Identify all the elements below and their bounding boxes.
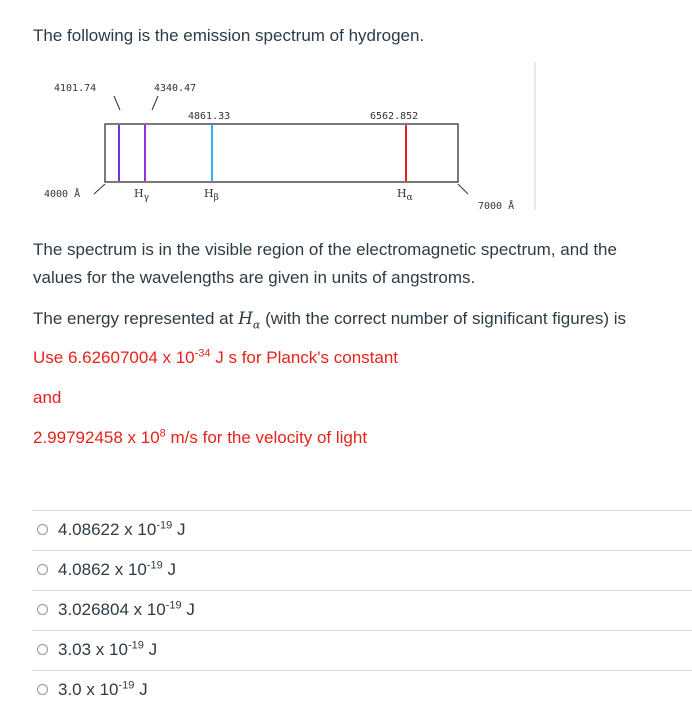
and-text: and (33, 388, 62, 407)
edge-pointer-left (94, 184, 105, 194)
question-text: The energy represented at $H_\alpha$ (with the correct number of significant figures) is (33, 309, 626, 332)
label-4861: 4861.33 (188, 111, 231, 122)
pointer-4101 (114, 96, 120, 110)
radio-button[interactable] (37, 604, 48, 615)
answer-choice-2[interactable] (32, 550, 692, 591)
label-6562: 6562.852 (370, 111, 419, 122)
choice-label[interactable]: 4.08622 x $10^{-19}$ J (58, 519, 186, 539)
choice-label[interactable]: 3.0 x $10^{-19}$ J (58, 679, 148, 699)
label-4340: 4340.47 (154, 83, 197, 94)
radio-button[interactable] (37, 524, 48, 535)
choice-label[interactable]: 3.026804 x $10^{-19}$ J (58, 599, 195, 619)
intro-text: The following is the emission spectrum of hydrogen. (33, 26, 425, 45)
radio-button[interactable] (37, 644, 48, 655)
answer-choice-3[interactable] (32, 590, 692, 631)
spectrum-svg (30, 60, 540, 220)
edge-label-left: 4000 Å (44, 189, 81, 200)
spectrum-figure (30, 60, 540, 220)
answer-choice-1[interactable] (32, 510, 692, 551)
label-h-beta: $H_\beta$ (204, 187, 219, 204)
choice-label[interactable]: 3.03 x $10^{-19}$ J (58, 639, 158, 659)
label-h-alpha: $H_\alpha$ (397, 187, 413, 204)
radio-button[interactable] (37, 564, 48, 575)
radio-button[interactable] (37, 684, 48, 695)
answer-choice-5[interactable] (32, 670, 692, 711)
answer-choice-4[interactable] (32, 630, 692, 671)
edge-pointer-right (458, 184, 468, 194)
label-4101: 4101.74 (54, 83, 97, 94)
description-line-1: The spectrum is in the visible region of the electromagnetic spectrum, and the (33, 240, 617, 259)
pointer-4340 (152, 96, 158, 110)
description-line-2: values for the wavelengths are given in units of angstroms. (33, 268, 476, 287)
planck-constant-note: Use 6.62607004 x $10^{-34}$ J s for Planck's constant (33, 347, 399, 367)
edge-label-right: 7000 Å (478, 201, 515, 212)
label-h-gamma: $H_\gamma$ (134, 187, 149, 204)
velocity-note: 2.99792458 x $10^8$ m/s for the velocity of light (33, 427, 368, 447)
choice-label[interactable]: 4.0862 x $10^{-19}$ J (58, 559, 176, 579)
